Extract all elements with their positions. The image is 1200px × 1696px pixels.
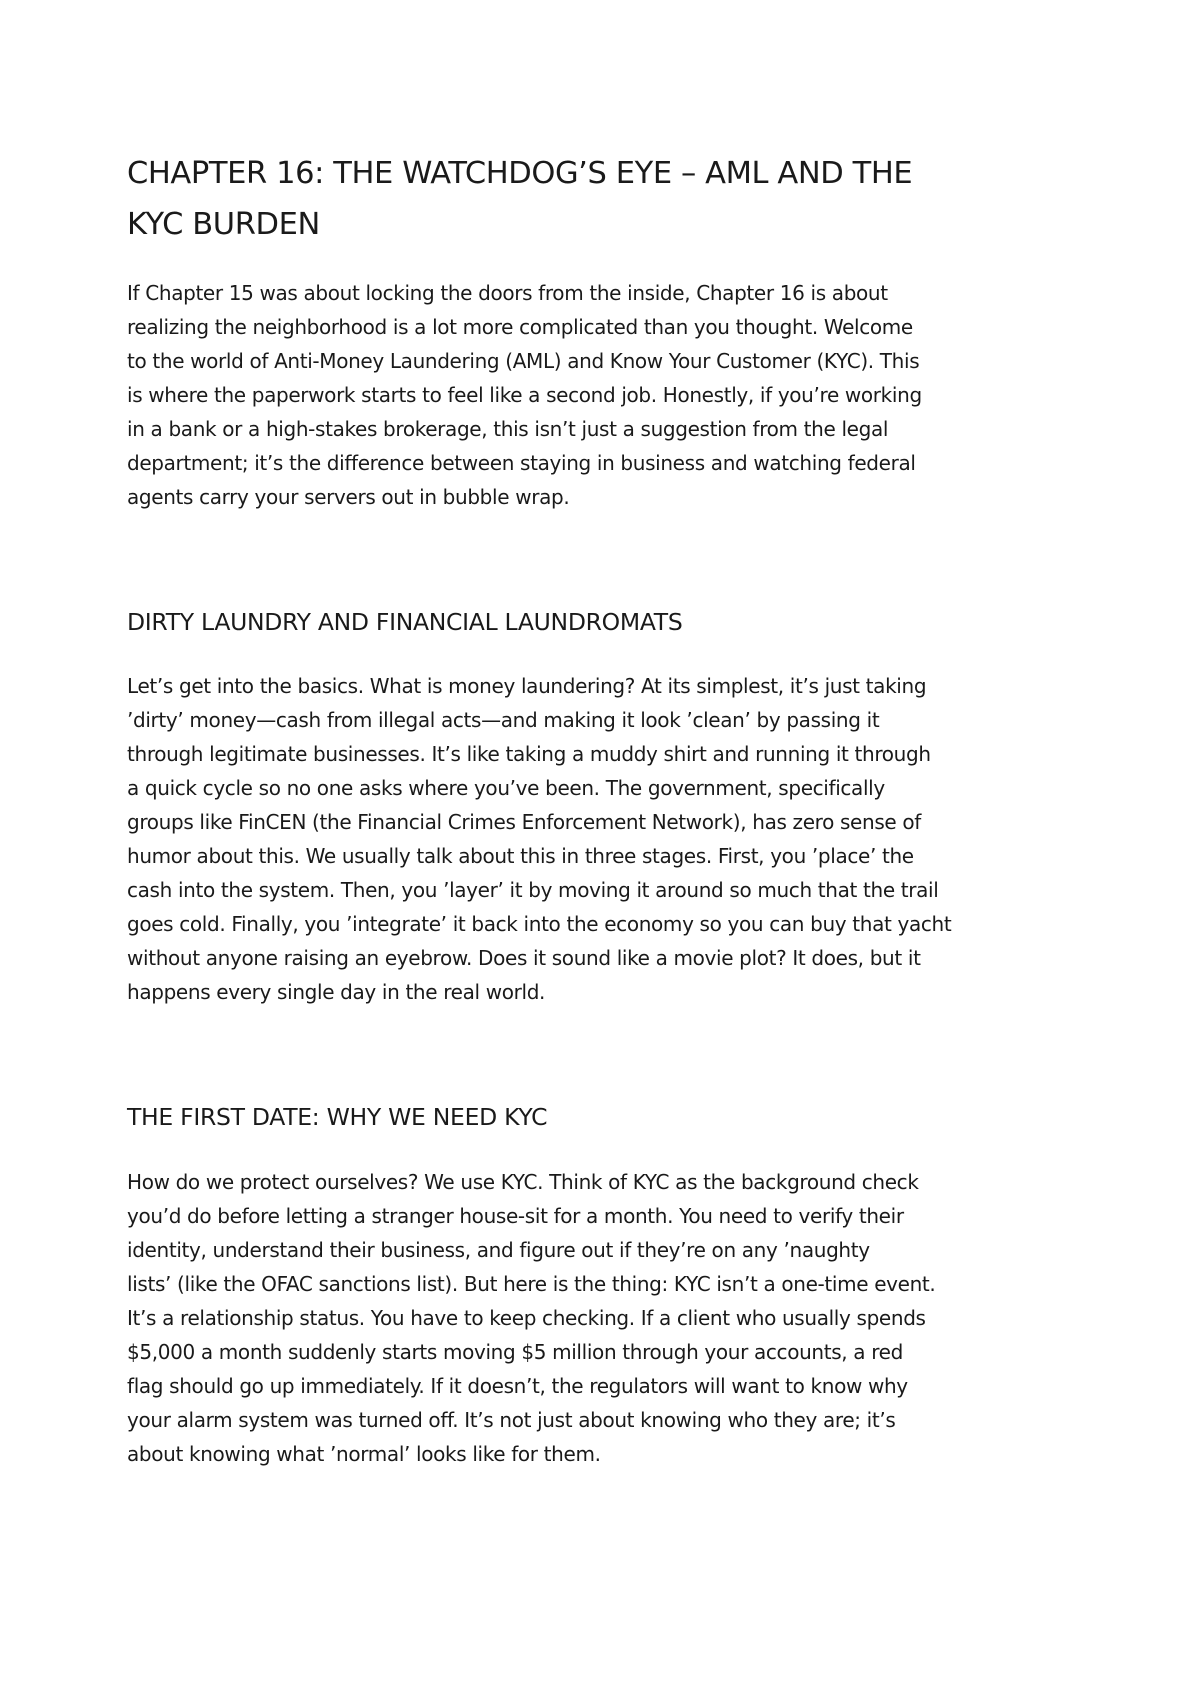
text-line: in a bank or a high-stakes brokerage, this isn’t just a suggestion from the legal <box>127 417 889 441</box>
text-line: groups like FinCEN (the Financial Crimes Enforcement Network), has zero sense of <box>127 810 921 834</box>
intro-paragraph <box>127 276 1087 514</box>
text-line: agents carry your servers out in bubble wrap. <box>127 485 570 509</box>
text-line: through legitimate businesses. It’s like taking a muddy shirt and running it through <box>127 742 931 766</box>
text-line: ’dirty’ money—cash from illegal acts—and making it look ’clean’ by passing it <box>127 708 880 732</box>
text-line: realizing the neighborhood is a lot more complicated than you thought. Welcome <box>127 315 913 339</box>
text-line: humor about this. We usually talk about this in three stages. First, you ’place’ the <box>127 844 914 868</box>
text-line: cash into the system. Then, you ’layer’ it by moving it around so much that the trail <box>127 878 939 902</box>
text-line: happens every single day in the real world. <box>127 980 546 1004</box>
text-line: a quick cycle so no one asks where you’ve been. The government, specifically <box>127 776 885 800</box>
text-line: is where the paperwork starts to feel like a second job. Honestly, if you’re working <box>127 383 922 407</box>
text-line: lists’ (like the OFAC sanctions list). But here is the thing: KYC isn’t a one-time event. <box>127 1272 936 1296</box>
section-heading-laundry: DIRTY LAUNDRY AND FINANCIAL LAUNDROMATS <box>127 608 683 636</box>
text-line: your alarm system was turned off. It’s not just about knowing who they are; it’s <box>127 1408 896 1432</box>
text-line: How do we protect ourselves? We use KYC. Think of KYC as the background check <box>127 1170 919 1194</box>
text-line: about knowing what ’normal’ looks like for them. <box>127 1442 601 1466</box>
text-line: It’s a relationship status. You have to keep checking. If a client who usually spends <box>127 1306 926 1330</box>
text-line: Let’s get into the basics. What is money laundering? At its simplest, it’s just taking <box>127 674 927 698</box>
text-line: goes cold. Finally, you ’integrate’ it back into the economy so you can buy that yacht <box>127 912 952 936</box>
text-line: you’d do before letting a stranger house-sit for a month. You need to verify their <box>127 1204 904 1228</box>
text-line: to the world of Anti-Money Laundering (AML) and Know Your Customer (KYC). This <box>127 349 920 373</box>
laundry-paragraph <box>127 669 1087 1009</box>
text-line: $5,000 a month suddenly starts moving $5 million through your accounts, a red <box>127 1340 903 1364</box>
text-line: without anyone raising an eyebrow. Does it sound like a movie plot? It does, but it <box>127 946 921 970</box>
chapter-title-line: CHAPTER 16: THE WATCHDOG’S EYE – AML AND THE <box>127 156 913 191</box>
chapter-title-line: KYC BURDEN <box>127 207 320 242</box>
chapter-title <box>127 148 1087 250</box>
text-line: department; it’s the difference between staying in business and watching federal <box>127 451 916 475</box>
section-heading-kyc: THE FIRST DATE: WHY WE NEED KYC <box>127 1103 548 1131</box>
text-line: identity, understand their business, and figure out if they’re on any ’naughty <box>127 1238 870 1262</box>
text-line: flag should go up immediately. If it doesn’t, the regulators will want to know why <box>127 1374 908 1398</box>
text-line: If Chapter 15 was about locking the doors from the inside, Chapter 16 is about <box>127 281 888 305</box>
kyc-paragraph <box>127 1165 1087 1471</box>
